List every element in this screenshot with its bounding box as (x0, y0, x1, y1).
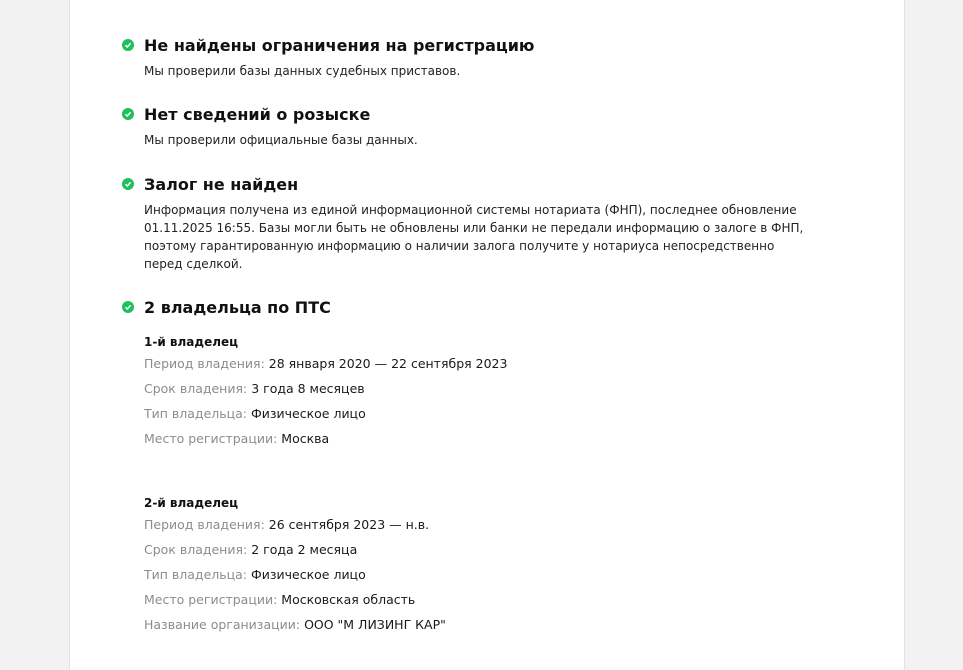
row-label: Тип владельца: (144, 567, 247, 582)
row-value: Москва (281, 431, 330, 446)
owner-row (144, 612, 744, 637)
owner-row (144, 512, 744, 537)
row-label: Место регистрации: (144, 431, 278, 446)
check-circle-icon (122, 39, 134, 51)
row-value: 28 января 2020 — 22 сентября 2023 (268, 356, 508, 371)
row-value: Физическое лицо (250, 567, 366, 582)
owner-row (144, 426, 744, 451)
row-value: 26 сентября 2023 — н.в. (268, 517, 430, 532)
row-label: Место регистрации: (144, 592, 278, 607)
check-section-restrictions (122, 34, 812, 80)
owner-row (144, 562, 744, 587)
row-value: Физическое лицо (250, 406, 366, 421)
section-title: Залог не найден (144, 174, 299, 194)
check-circle-icon (122, 108, 134, 120)
check-section-pledge (122, 173, 812, 273)
row-label: Срок владения: (144, 381, 248, 396)
row-value: 2 года 2 месяца (251, 542, 358, 557)
owner-row (144, 351, 744, 376)
row-label: Период владения: (144, 356, 265, 371)
row-label: Название организации: (144, 617, 301, 632)
row-label: Тип владельца: (144, 406, 247, 421)
check-circle-icon (122, 178, 134, 190)
owner-title: 2-й владелец (144, 496, 239, 510)
section-title: Нет сведений о розыске (144, 104, 371, 124)
check-section-wanted (122, 103, 812, 149)
section-text: Мы проверили базы данных судебных приставов. (144, 64, 461, 78)
owner-block-1 (144, 333, 744, 451)
owner-row (144, 376, 744, 401)
row-value: ООО "М ЛИЗИНГ КАР" (304, 617, 446, 632)
owner-row (144, 401, 744, 426)
owner-block-2 (144, 494, 744, 637)
section-text: Мы проверили официальные базы данных. (144, 133, 418, 147)
row-value: Московская область (281, 592, 416, 607)
row-label: Период владения: (144, 517, 265, 532)
check-circle-icon (122, 301, 134, 313)
owner-row (144, 587, 744, 612)
section-title: Не найдены ограничения на регистрацию (144, 35, 535, 55)
section-text: Информация получена из единой информационной системы нотариата (ФНП), последнее обновление 01.11.2025 16:55. Базы могли быть не обновлены или банки не передали информацию о залоге в ФНП, поэтому гарантированную информацию о наличии залога получите у нотариуса непосредственно перед сделкой. (144, 203, 804, 271)
owner-title: 1-й владелец (144, 335, 239, 349)
owner-row (144, 537, 744, 562)
check-section-owners (122, 296, 812, 318)
row-value: 3 года 8 месяцев (251, 381, 365, 396)
row-label: Срок владения: (144, 542, 248, 557)
report-card (69, 0, 905, 670)
section-title: 2 владельца по ПТС (144, 297, 331, 317)
